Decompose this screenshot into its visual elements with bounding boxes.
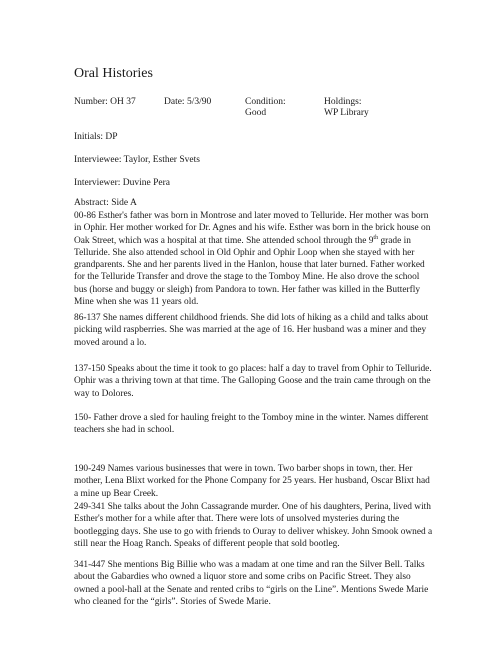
superscript: th (373, 234, 379, 241)
record-date: Date: 5/3/90 (164, 97, 212, 107)
abstract-paragraph: 137-150 Speaks about the time it took to go places: half a day to travel from Ophir to Telluride. Ophir was a thriving town at that time. The Galloping Goose and the train came through on the way to Dolores. (74, 364, 432, 399)
condition-field (245, 97, 286, 119)
abstract-paragraph: 190-249 Names various businesses that were in town. Two barber shops in town, ther. Her mother, Lena Blixt worked for the Phone Company for 25 years. Her husband, Oscar Blixt had a mine up Bear Creek. (74, 464, 430, 499)
abstract-paragraph: 00-86 Esther's father was born in Montrose and later moved to Telluride. Her mother was born in Ophir. Her mother worked for Dr. Agnes and his wife. Esther was born in the brick house on Oak Street, which was a hospital at that time. She attended school through the 9th grade in Telluride. She also attended school in Old Ophir and Ophir Loop when she stayed with her grandparents. She and her parents lived in the Hanlon, house that later burned. Father worked for the Telluride Transfer and drove the stage to the Tomboy Mine. He also drove the school bus (horse and buggy or sleigh) from Pandora to town. Her father was killed in the Butterfly Mine when she was 11 years old. (74, 211, 431, 308)
abstract-heading: Abstract: Side A (74, 198, 137, 208)
holdings-label: Holdings: (324, 97, 362, 107)
holdings-field (324, 97, 369, 119)
holdings-value: WP Library (324, 108, 369, 118)
abstract-paragraph: 249-341 She talks about the John Cassagrande murder. One of his daughters, Perina, lived with Esther's mother for a while after that. There were lots of unsolved mysteries during the bootlegging days. She use to go with friends to Ouray to deliver whiskey. John Smook owned a still near the Hoag Ranch. Speaks of different people that sold bootleg. (74, 502, 433, 549)
interviewee-line: Interviewee: Taylor, Esther Svets (74, 155, 200, 165)
initials-line: Initials: DP (74, 132, 118, 142)
record-number: Number: OH 37 (74, 97, 136, 107)
interviewer-line: Interviewer: Duvine Pera (74, 178, 171, 188)
abstract-paragraph: 341-447 She mentions Big Billie who was a madam at one time and ran the Silver Bell. Talks about the Gabardies who owned a liquor store and some cribs on Pacific Street. They also owned a pool-hall at the Senate and rented cribs to “girls on the Line”. Mentions Swede Marie who cleaned for the “girls”. Stories of Swede Marie. (74, 560, 429, 607)
abstract-paragraph: 86-137 She names different childhood friends. She did lots of hiking as a child and talks about picking wild raspberries. She was married at the age of 16. Her husband was a miner and they moved around a lo. (74, 313, 429, 348)
page-title: Oral Histories (74, 66, 153, 81)
condition-label: Condition: (245, 97, 286, 107)
condition-value: Good (245, 108, 267, 118)
abstract-paragraph: 150- Father drove a sled for hauling freight to the Tomboy mine in the winter. Names different teachers she had in school. (74, 413, 429, 436)
